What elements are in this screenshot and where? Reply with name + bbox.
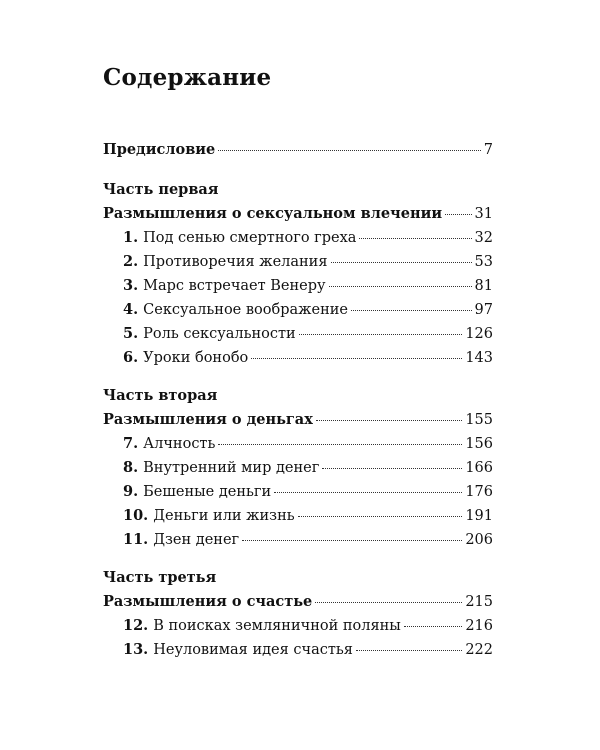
dot-leader (356, 650, 462, 651)
toc-entry-label: Уроки бонобо (143, 350, 249, 366)
toc-entry-chapter[interactable] (103, 638, 493, 662)
toc-entry-label: В поисках земляничной поляны (153, 618, 401, 634)
chapter-number: 12. (123, 617, 149, 634)
toc-page-number: 176 (465, 484, 493, 500)
chapter-number: 1. (123, 229, 139, 246)
part-heading-label: Часть третья (103, 569, 217, 586)
toc-page-number: 156 (465, 436, 493, 452)
dot-leader (359, 238, 471, 239)
part-heading (103, 384, 493, 408)
toc-page-number: 53 (474, 254, 493, 270)
chapter-number: 8. (123, 459, 139, 476)
dot-leader (251, 358, 462, 359)
toc-page-number: 126 (465, 326, 493, 342)
dot-leader (316, 420, 462, 421)
toc-entry-label: Деньги или жизнь (153, 508, 295, 524)
toc-page-number: 222 (465, 642, 493, 658)
toc-entry-chapter[interactable] (103, 504, 493, 528)
dot-leader (322, 468, 462, 469)
toc-page-number: 216 (465, 618, 493, 634)
chapter-number: 11. (123, 531, 149, 548)
toc-entry-chapter[interactable] (103, 346, 493, 370)
toc-entry-label: Внутренний мир денег (143, 460, 320, 476)
table-of-contents (103, 138, 493, 662)
toc-page-number: 32 (474, 230, 493, 246)
toc-entry-label: Неуловимая идея счастья (153, 642, 353, 658)
toc-entry-section[interactable] (103, 590, 493, 614)
dot-leader (274, 492, 462, 493)
toc-entry-section[interactable] (103, 408, 493, 432)
toc-page-number: 191 (465, 508, 493, 524)
chapter-number: 4. (123, 301, 139, 318)
toc-page-number: 31 (474, 206, 493, 222)
toc-entry-chapter[interactable] (103, 226, 493, 250)
dot-leader (298, 516, 463, 517)
dot-leader (218, 444, 462, 445)
toc-entry-label: Под сенью смертного греха (143, 230, 357, 246)
chapter-number: 9. (123, 483, 139, 500)
dot-leader (242, 540, 462, 541)
toc-entry-label: Дзен денег (153, 532, 240, 548)
chapter-number: 6. (123, 349, 139, 366)
toc-entry-preface[interactable] (103, 138, 493, 162)
chapter-number: 3. (123, 277, 139, 294)
toc-page-number: 81 (474, 278, 493, 294)
toc-page-number: 215 (465, 594, 493, 610)
toc-entry-label: Размышления о деньгах (103, 411, 313, 428)
toc-page-number: 143 (465, 350, 493, 366)
toc-entry-label: Противоречия желания (143, 254, 328, 270)
toc-entry-label: Алчность (143, 436, 216, 452)
toc-entry-label: Роль сексуальности (143, 326, 296, 342)
part-heading (103, 178, 493, 202)
toc-entry-label: Предисловие (103, 141, 216, 158)
toc-entry-chapter[interactable] (103, 298, 493, 322)
dot-leader (445, 214, 471, 215)
toc-entry-chapter[interactable] (103, 250, 493, 274)
toc-entry-chapter[interactable] (103, 432, 493, 456)
toc-entry-label: Размышления о счастье (103, 593, 313, 610)
toc-page-number: 166 (465, 460, 493, 476)
dot-leader (315, 602, 462, 603)
toc-entry-chapter[interactable] (103, 322, 493, 346)
dot-leader (299, 334, 463, 335)
toc-entry-chapter[interactable] (103, 614, 493, 638)
toc-entry-chapter[interactable] (103, 480, 493, 504)
dot-leader (351, 310, 472, 311)
dot-leader (218, 150, 481, 151)
page-title: Содержание (103, 64, 272, 91)
toc-page-number: 97 (474, 302, 493, 318)
toc-entry-label: Бешеные деньги (143, 484, 272, 500)
dot-leader (331, 262, 472, 263)
toc-entry-chapter[interactable] (103, 274, 493, 298)
dot-leader (329, 286, 472, 287)
chapter-number: 10. (123, 507, 149, 524)
toc-entry-label: Марс встречает Венеру (143, 278, 326, 294)
part-heading (103, 566, 493, 590)
chapter-number: 13. (123, 641, 149, 658)
toc-entry-section[interactable] (103, 202, 493, 226)
toc-entry-label: Сексуальное воображение (143, 302, 348, 318)
chapter-number: 5. (123, 325, 139, 342)
toc-page-number: 155 (465, 412, 493, 428)
toc-entry-chapter[interactable] (103, 456, 493, 480)
toc-page-number: 7 (483, 142, 493, 158)
toc-entry-chapter[interactable] (103, 528, 493, 552)
chapter-number: 2. (123, 253, 139, 270)
dot-leader (404, 626, 462, 627)
toc-entry-label: Размышления о сексуальном влечении (103, 205, 443, 222)
part-heading-label: Часть первая (103, 181, 219, 198)
chapter-number: 7. (123, 435, 139, 452)
part-heading-label: Часть вторая (103, 387, 218, 404)
toc-page-number: 206 (465, 532, 493, 548)
